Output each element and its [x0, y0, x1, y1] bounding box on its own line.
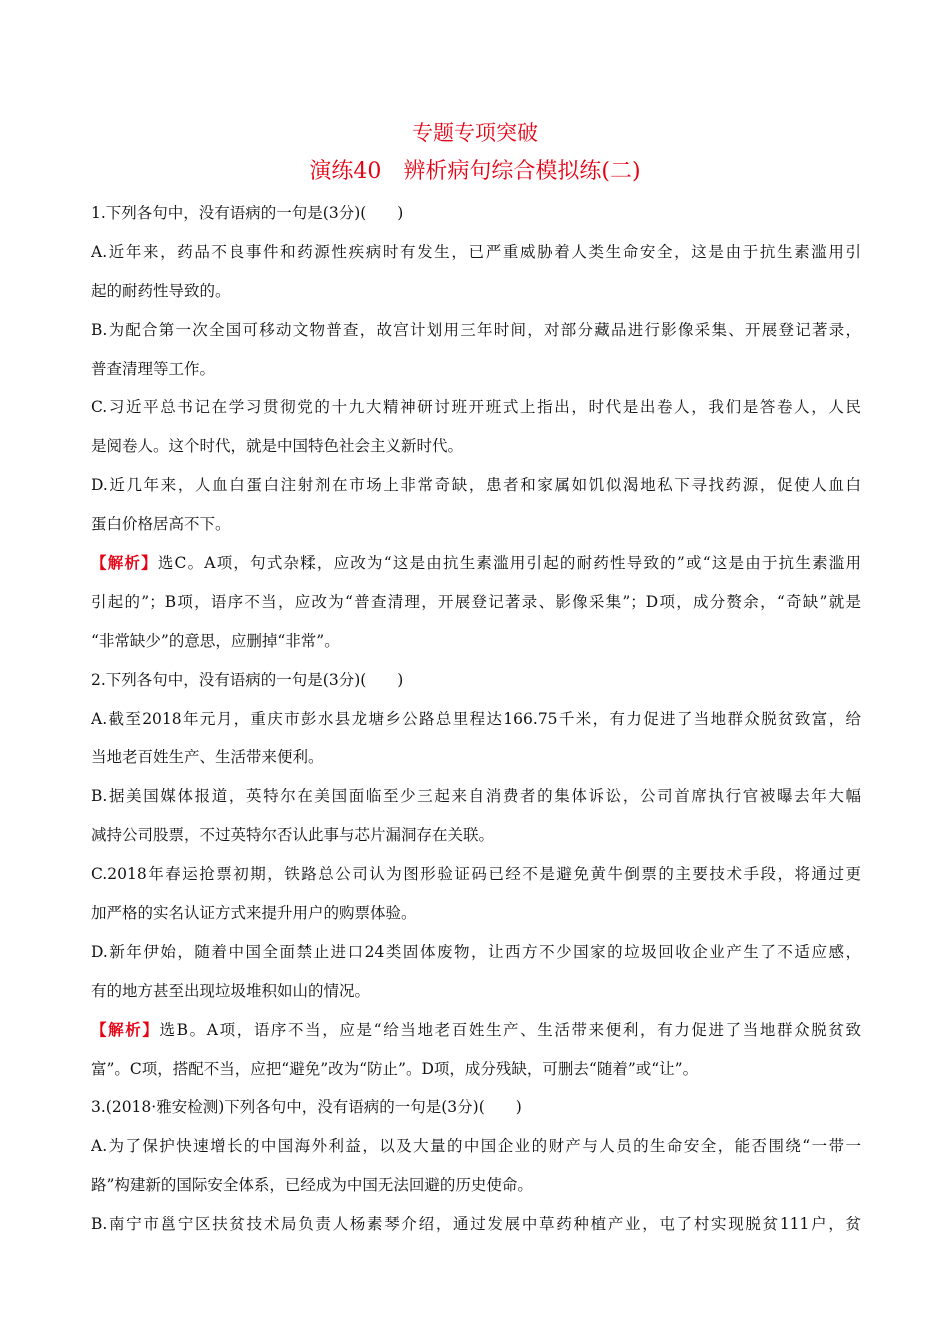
- question-2-analysis-line-1: [91, 1011, 861, 1050]
- document-body: [91, 194, 861, 1244]
- question-2-option-b-line-1: B.据美国媒体报道，英特尔在美国面临至少三起来自消费者的集体诉讼，公司首席执行官被曝去年大幅: [91, 787, 861, 806]
- question-1-option-b-line-1: B.为配合第一次全国可移动文物普查，故宫计划用三年时间，对部分藏品进行影像采集、开展登记著录，: [91, 320, 861, 339]
- question-3-stem: 3.(2018·雅安检测)下列各句中，没有语病的一句是(3分)( ): [91, 1098, 522, 1117]
- question-2-analysis-text: 选B。A项，语序不当，应是“给当地老百姓生产、生活带来便利，有力促进了当地群众脱贫致: [159, 1020, 861, 1039]
- page-title: 专题专项突破: [412, 121, 538, 145]
- question-1-option-d-line-1: D.近几年来，人血白蛋白注射剂在市场上非常奇缺，患者和家属如饥似渴地私下寻找药源，促使人血白: [91, 476, 861, 495]
- question-2-option-a-line-1: A.截至2018年元月，重庆市彭水县龙塘乡公路总里程达166.75千米，有力促进了当地群众脱贫致富，给: [91, 709, 861, 728]
- page-subtitle: 演练40 辨析病句综合模拟练(二): [309, 159, 641, 184]
- question-2-option-d-line-2: 有的地方甚至出现垃圾堆积如山的情况。: [91, 981, 371, 1000]
- question-1-option-c-line-1: C.习近平总书记在学习贯彻党的十九大精神研讨班开班式上指出，时代是出卷人，我们是答卷人，人民: [91, 398, 861, 417]
- question-2-option-c-line-2: 加严格的实名认证方式来提升用户的购票体验。: [91, 904, 417, 923]
- question-2-stem: 2.下列各句中，没有语病的一句是(3分)( ): [91, 670, 404, 689]
- question-2-option-a-line-2: 当地老百姓生产、生活带来便利。: [91, 748, 324, 767]
- question-1-analysis-line-2: 引起的”；B项，语序不当，应改为“普查清理，开展登记著录、影像采集”；D项，成分赘余，“奇缺”就是: [91, 592, 861, 611]
- question-1-option-d-line-2: 蛋白价格居高不下。: [91, 515, 231, 534]
- question-1-analysis-line-1: [91, 544, 861, 583]
- question-3-option-a-line-1: A.为了保护快速增长的中国海外利益，以及大量的中国企业的财产与人员的生命安全，能否围绕“一带一: [91, 1137, 861, 1156]
- question-3-option-a-line-2: 路”构建新的国际安全体系，已经成为中国无法回避的历史使命。: [91, 1176, 533, 1195]
- question-2-option-c-line-1: C.2018年春运抢票初期，铁路总公司认为图形验证码已经不是避免黄牛倒票的主要技术手段，将通过更: [91, 865, 861, 884]
- question-3-option-b-line-1: B.南宁市邕宁区扶贫技术局负责人杨素琴介绍，通过发展中草药种植产业，屯了村实现脱贫111户，贫: [91, 1215, 861, 1234]
- question-1-option-a-line-2: 起的耐药性导致的。: [91, 281, 231, 300]
- question-2-analysis-line-2: 富”。C项，搭配不当，应把“避免”改为“防止”。D项，成分残缺，可删去“随着”或“让”。: [91, 1059, 699, 1078]
- question-1-option-a-line-1: A.近年来，药品不良事件和药源性疾病时有发生，已严重威胁着人类生命安全，这是由于抗生素滥用引: [91, 242, 861, 261]
- question-1-option-b-line-2: 普查清理等工作。: [91, 359, 216, 378]
- question-1-analysis-text: 选C。A项，句式杂糅，应改为“这是由抗生素滥用引起的耐药性导致的”或“这是由于抗生素滥用: [157, 554, 861, 573]
- question-1-stem: 1.下列各句中，没有语病的一句是(3分)( ): [91, 204, 404, 222]
- question-2-option-d-line-1: D.新年伊始，随着中国全面禁止进口24类固体废物，让西方不少国家的垃圾回收企业产生了不适应感，: [91, 942, 861, 961]
- question-1-analysis-line-3: “非常缺少”的意思，应删掉“非常”。: [91, 631, 340, 650]
- question-1-option-c-line-2: 是阅卷人。这个时代，就是中国特色社会主义新时代。: [91, 437, 464, 456]
- question-2-option-b-line-2: 减持公司股票，不过英特尔否认此事与芯片漏洞存在关联。: [91, 826, 495, 845]
- analysis-tag: 【解析】: [91, 553, 158, 573]
- analysis-tag: 【解析】: [91, 1019, 160, 1039]
